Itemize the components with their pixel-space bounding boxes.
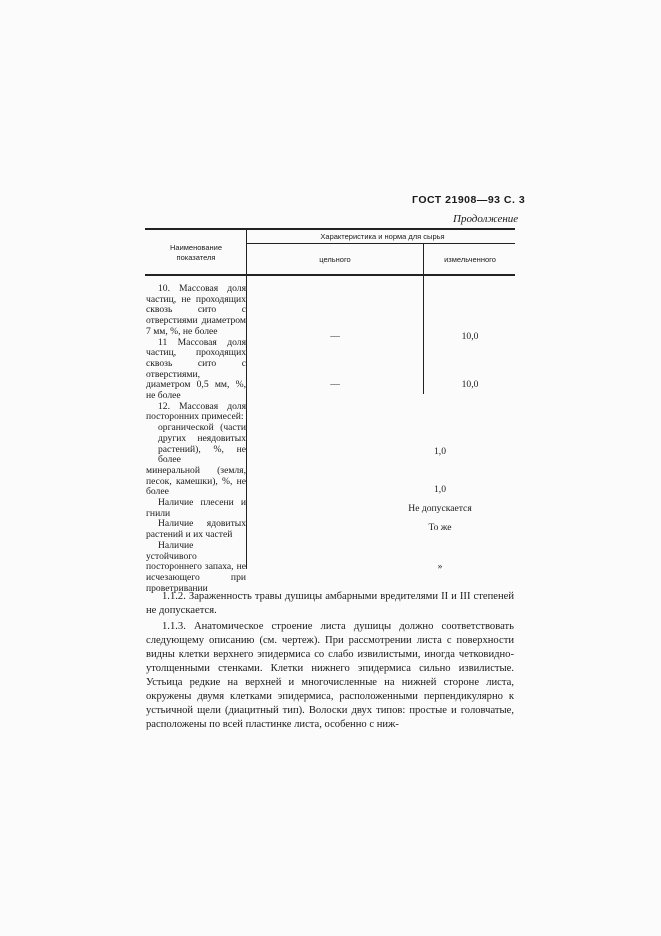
- paragraph-1-1-2: 1.1.2. Зараженность травы душицы амбарными вредителями II и III степеней не допускается.: [146, 591, 514, 616]
- row-10-crushed: 10,0: [461, 331, 479, 342]
- row-10-name: 10. Массовая доля частиц, не проходящих сквозь сито с отверстиями диаметром 7 мм, %, не более: [146, 283, 246, 337]
- group-header-rule: [247, 243, 515, 244]
- row-mold-value: Не допускается: [408, 503, 472, 514]
- row-11-whole: —: [330, 379, 340, 390]
- column-header-name: Наименование показателя: [170, 243, 222, 262]
- table-top-rule: [145, 228, 515, 230]
- row-mold-name: Наличие плесени и гнили: [146, 497, 246, 519]
- row-organic-value: 1,0: [434, 446, 446, 457]
- row-odor-name: Наличие устойчивого постороннего запаха, не исчезающего при проветривании: [146, 539, 246, 594]
- standard-code: ГОСТ 21908—93 С. 3: [412, 194, 526, 206]
- row-12-name: 12. Массовая доля посторонних примесей:: [146, 400, 246, 423]
- continuation-label: Продолжение: [453, 213, 519, 225]
- name-column-divider: [246, 229, 247, 569]
- table-row-names: [146, 284, 246, 594]
- value-column-divider: [423, 244, 424, 394]
- column-header-whole: цельного: [319, 255, 351, 264]
- row-10-whole: —: [330, 331, 340, 342]
- header-bottom-rule: [145, 274, 515, 276]
- column-header-crushed: измельченного: [444, 255, 496, 264]
- row-11-name: 11 Массовая доля частиц, проходящих сквозь сито с отверстиями, диаметром 0,5 мм, %, не более: [146, 336, 246, 402]
- row-organic-name: органической (части других неядовитых растений), %, не более: [158, 422, 246, 466]
- row-mineral-value: 1,0: [434, 484, 446, 495]
- paragraph-1-1-3: 1.1.3. Анатомическое строение листа душицы должно соответствовать следующему описанию (см. чертеж). При рассмотрении листа с поверхности видны клетки верхнего эпидермиса со слабо извилистыми, иногда четковидно-утолщенными стенками. Клетки нижнего эпидермиса сильно извилистые. Устьица редкие на верхней и многочисленные на нижней стороне листа, окружены двумя клетками эпидермиса, расположенными перпендикулярно к устьичной щели (диацитный тип). Волоски двух типов: простые и головчатые, расположены по всей пластинке листа, особенно с ниж-: [146, 621, 514, 730]
- row-poison-name: Наличие ядовитых растений и их частей: [146, 518, 246, 541]
- row-11-crushed: 10,0: [461, 379, 479, 390]
- row-mineral-name: минеральной (земля, песок, камешки), %, не более: [146, 464, 246, 498]
- row-odor-value: »: [437, 561, 443, 572]
- column-header-group: Характеристика и норма для сырья: [320, 232, 445, 241]
- row-poison-value: То же: [428, 522, 452, 533]
